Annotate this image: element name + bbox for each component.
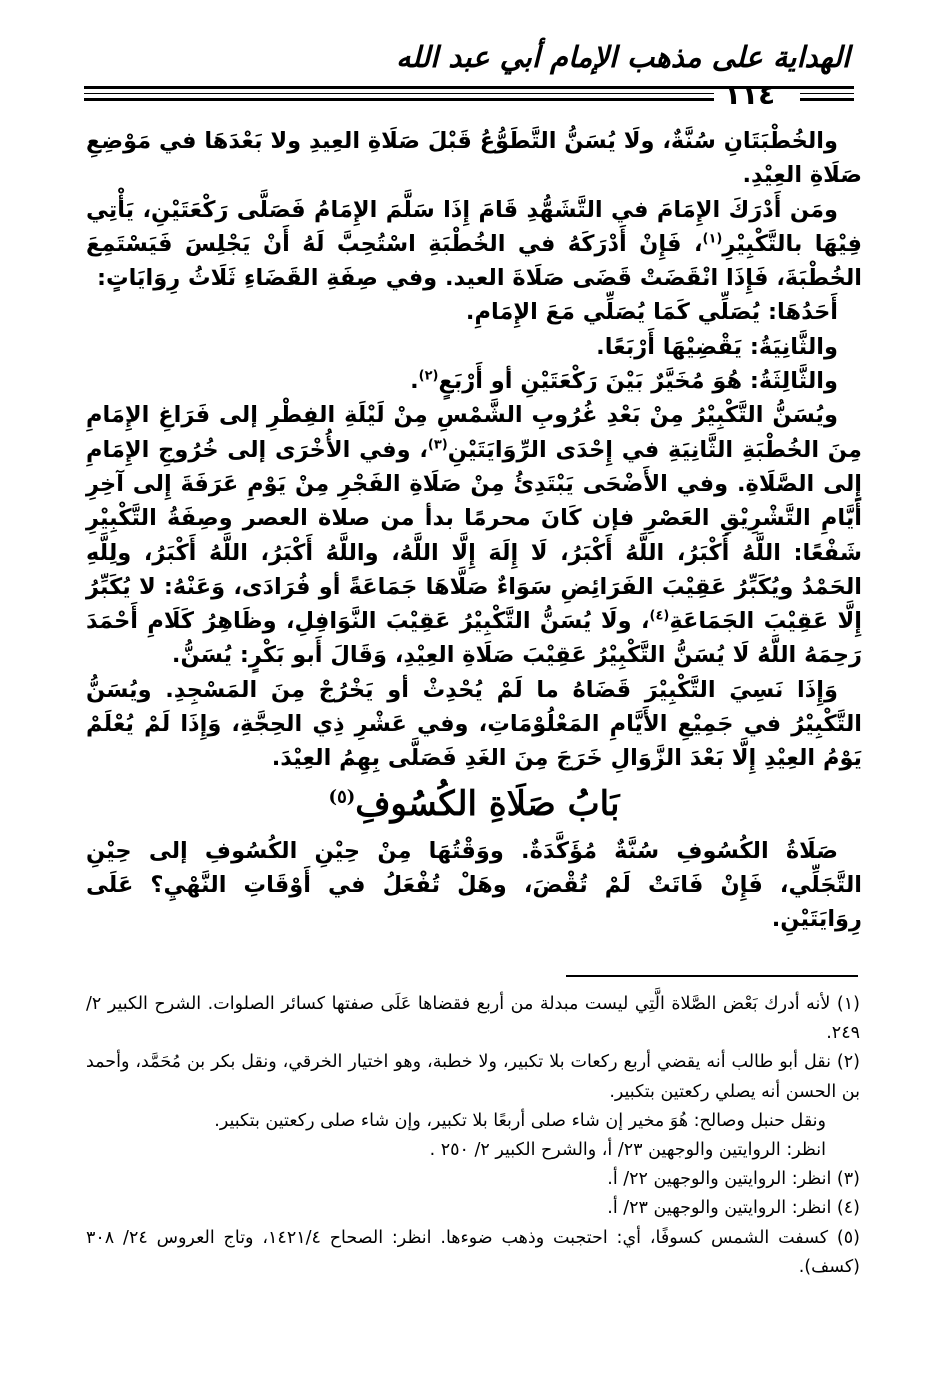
section-heading: بَابُ صَلَاةِ الكُسُوفِ$^{(٥)}$ <box>328 783 620 824</box>
paragraph: والثَّانِيَةُ: يَقْضِيْهَا أَرْبَعًا. <box>596 333 838 360</box>
paragraph: أَحَدُهَا: يُصَلِّي كَمَا يُصَلِّي مَعَ الإِمَامِ. <box>465 299 838 326</box>
header-rule-bottom <box>84 98 714 101</box>
paragraph: والخُطْبَتَانِ سُنَّةٌ، ولَا يُسَنُّ التَّطَوُّعُ قَبْلَ صَلَاةِ العِيدِ ولا بَعْدَهَا في مَوْضِعِ صَلَاةِ العِيْدِ. <box>86 128 862 189</box>
footnote-marker: (٢) <box>418 368 439 384</box>
main-text <box>86 124 862 937</box>
header-rule-right-thin <box>800 93 854 94</box>
footnote: (٣) انظر: الروايتين والوجهين ٢٢/ أ. <box>607 1169 860 1190</box>
footnote-continuation: ونقل حنبل وصالح: هُوَ مخير إن شاء صلى أربعًا بلا تكبير، وإن شاء صلى ركعتين بتكبير. <box>214 1110 826 1131</box>
footnotes <box>86 990 860 1282</box>
paragraph: ويُسَنُّ التَّكْبِيْرُ مِنْ بَعْدِ غُرُوبِ الشَّمْسِ مِنْ لَيْلَةِ الفِطْرِ إلى فَرَاغِ الإِمَامِ مِنَ الخُطْبَةِ الثَّانِيَةِ في إِحْدَى الرِّوَايَتَيْنِ$^{(٣)}$، وفي الأُخْرَى إلى خُرُوجِ الإِمَامِ إِلى الصَّلَاةِ. وفي الأَضْحَى يَبْتَدِئُ مِنْ صَلَاةِ الفَجْرِ مِنْ يَوْمِ عَرَفَةَ إِلى آخِرِ أَيَّامِ التَّشْرِيْقِ العَصْرِ فإن كَانَ محرمًا بدأ من صلاة العصر وصِفَةُ التَّكْبِيْرِ شَفْعًا: اللَّهُ أَكْبَرُ، اللَّهُ أَكْبَرُ، لَا إِلَهَ إِلَّا اللَّهُ، واللَّهُ أَكْبَرُ، اللَّهُ أَكْبَرُ، ولِلَّهِ الحَمْدُ ويُكَبِّرُ عَقِيْبَ الفَرَائِضِ سَوَاءٌ صَلَّاهَا جَمَاعَةً أو فُرَادَى، وَعَنْهُ: لا يُكَبِّرُ إِلَّا عَقِيْبَ الجَمَاعَةِ$^{(٤)}$، ولَا يُسَنُّ التَّكْبِيْرُ عَقِيْبَ النَّوَافِلِ، وظَاهِرُ كَلَامِ أَحْمَدَ رَحِمَهُ اللَّهُ لَا يُسَنُّ التَّكْبِيْرُ عَقِيْبَ صَلَاةِ العِيْدِ، وَقَالَ أَبو بَكْرٍ: يُسَنُّ. <box>86 402 863 669</box>
paragraph: وَإِذَا نَسِيَ التَّكْبِيْرَ قَضَاهُ ما لَمْ يُحْدِثْ أو يَخْرُجْ مِنَ المَسْجِدِ. ويُسَنُّ التَّكْبِيْرُ في جَمِيْعِ الأَيَّامِ المَعْلُوْمَاتِ، وفي عَشْرِ ذِي الحِجَّةِ، وَإِذَا لَمْ يُعْلَمْ يَوْمُ العِيْدِ إِلَّا بَعْدَ الزَّوَالِ خَرَجَ مِنَ الغَدِ فَصَلَّى بِهِمُ العِيْدَ. <box>86 676 862 772</box>
paragraph: صَلَاةُ الكُسُوفِ سُنَّةٌ مُؤَكَّدَةٌ. ووَقْتُهَا مِنْ حِيْنِ الكُسُوفِ إلى حِيْنِ التَّجَلِّي، فَإِنْ فَاتَتْ لَمْ تُقْضَ، وهَلْ تُفْعَلُ في أَوْقَاتِ النَّهْيِ؟ عَلَى رِوَايَتَيْنِ. <box>86 837 862 933</box>
footnote-continuation: انظر: الروايتين والوجهين ٢٣/ أ، والشرح الكبير ٢/ ٢٥٠ . <box>429 1140 826 1161</box>
footnote-marker: (٤) <box>649 608 670 624</box>
footnote-separator <box>566 975 858 977</box>
header-rule-thin <box>84 93 714 94</box>
footnote-marker: (١) <box>702 231 723 247</box>
footnote: (٤) انظر: الروايتين والوجهين ٢٣/ أ. <box>607 1198 860 1219</box>
footnote: (٢) نقل أبو طالب أنه يقضي أربع ركعات بلا تكبير، ولا خطبة، وهو اختيار الخرقي، ونقل بكر بن مُحَمَّد، وأحمد بن الحسن أنه يصلي ركعتين بتكبير. <box>86 1052 860 1102</box>
paragraph: ومَن أَدْرَكَ الإِمَامَ في التَّشَهُّدِ قَامَ إِذَا سَلَّمَ الإِمَامُ فَصَلَّى رَكْعَتَيْنِ، يَأْتِي فِيْهَا بالتَّكْبِيْرِ$^{(١)}$، فَإِنْ أَدْرَكَهُ في الخُطْبَةِ اسْتُحِبَّ لَهُ أَنْ يَجْلِسَ فَيَسْتَمِعَ الخُطْبَةَ، فَإِذَا انْقَضَتْ قَضَى صَلَاةَ العيد. وفي صِفَةِ القَضَاءِ ثَلَاثُ رِوَايَاتٍ: <box>86 196 862 292</box>
footnote: (٥) كسفت الشمس كسوفًا، أي: احتجبت وذهب ضوءها. انظر: الصحاح ١٤٢١/٤، وتاج العروس ٢٤/ ٣٠٨ (كسف). <box>86 1227 860 1277</box>
footnote-marker: (٥) <box>328 786 356 808</box>
running-header-title: الهداية على مذهب الإمام أبي عبد الله <box>396 40 850 74</box>
footnote: (١) لأنه أدرك بَعْض الصَّلاة الَّتِي ليست مبدلة من أربع فقضاها عَلَى صفتها كسائر الصلوات. الشرح الكبير ٢/ ٢٤٩. <box>86 994 860 1044</box>
header-rule-right-thick <box>800 98 854 101</box>
paragraph: والثَّالِثَةُ: هُوَ مُخَيَّرٌ بَيْنَ رَكْعَتَيْنِ أو أَرْبَعٍ$^{(٢)}$. <box>410 368 838 395</box>
footnote-marker: (٣) <box>427 437 448 453</box>
page-number: ١١٤ <box>724 78 776 111</box>
